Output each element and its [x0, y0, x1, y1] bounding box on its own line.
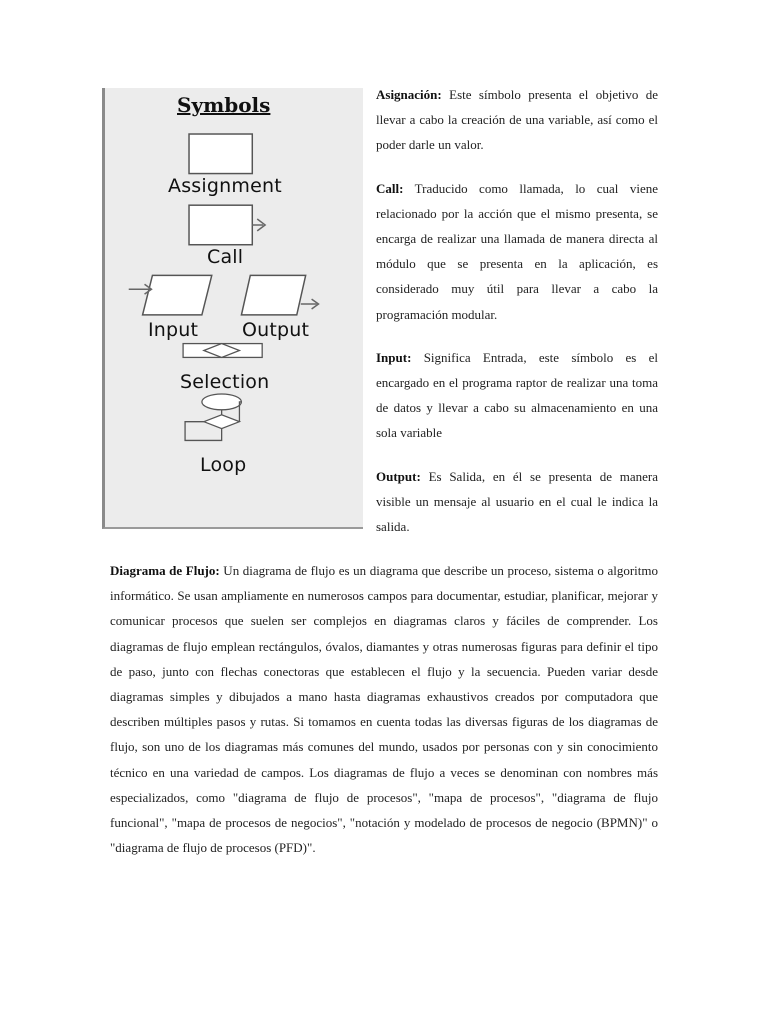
loop-label: Loop: [200, 454, 247, 476]
flowchart-definition: [110, 558, 658, 860]
definition-call: [376, 176, 658, 327]
definition-term: Call:: [376, 180, 404, 196]
definition-term: Asignación:: [376, 87, 442, 102]
flowchart-term: Diagrama de Flujo:: [110, 563, 220, 578]
output-symbol: [241, 275, 305, 315]
figure-title: Symbols: [177, 93, 271, 117]
call-label: Call: [207, 246, 244, 268]
definition-term: Output:: [376, 468, 421, 484]
assignment-label: Assignment: [168, 175, 282, 197]
definition-input: [376, 345, 658, 446]
assignment-symbol: [189, 134, 252, 174]
definition-output: [376, 464, 658, 540]
input-symbol: [143, 275, 212, 315]
flowchart-text: Un diagrama de flujo es un diagrama que describe un proceso, sistema o algoritmo informático. Se usan ampliamente en numerosos campos para documentar, estudiar, planificar, mejorar y comunicar procesos que suelen ser complejos en diagramas claros y fáciles de comprender. Los diagramas de flujo emplean rectángulos, óvalos, diamantes y otras numerosas figuras para definir el tipo de paso, junto con flechas conectoras que establecen el flujo y la secuencia. Pueden variar desde diagramas simples y dibujados a mano hasta diagramas exhaustivos creados por computadora que describen múltiples pasos y rutas. Si tomamos en cuenta todas las diversas figuras de los diagramas de flujo, son uno de los diagramas más comunes del mundo, usados por personas con y sin conocimiento técnico en una variedad de campos. Los diagramas de flujo a veces se denominan con nombres más especializados, como "diagrama de flujo de procesos", "mapa de procesos", "diagrama de flujo funcional", "mapa de procesos de negocios", "notación y modelado de procesos de negocio (BPMN)" o "diagrama de flujo de procesos (PFD)".: [110, 563, 658, 856]
selection-label: Selection: [180, 371, 270, 393]
input-label: Input: [148, 319, 199, 341]
symbols-figure: [102, 88, 363, 529]
definition-assignment: [376, 82, 658, 158]
definition-text: Es Salida, en él se presenta de manera visible un mensaje al usuario en el cual le indica la salida.: [376, 468, 658, 535]
call-symbol: [189, 205, 252, 245]
symbol-definitions: [376, 82, 658, 557]
definition-text: Este símbolo presenta el objetivo de llevar a cabo la creación de una variable, así como el poder darle un valor.: [376, 87, 658, 153]
output-arrow-icon: [301, 299, 319, 309]
flowchart-paragraph: [110, 558, 658, 860]
definition-text: Traducido como llamada, lo cual viene relacionado por la acción que el mismo presenta, se encarga de realizar una llamada de manera directa al módulo que se presenta en la aplicación, es considerado muy útil para llevar a cabo la programación modular.: [376, 180, 658, 322]
definition-text: Significa Entrada, este símbolo es el encargado en el programa raptor de realizar una toma de datos y llevar a cabo su almacenamiento en una sola variable: [376, 349, 658, 441]
loop-oval: [202, 394, 242, 410]
loop-diamond: [204, 415, 240, 429]
output-label: Output: [242, 319, 310, 341]
definition-term: Input:: [376, 349, 412, 365]
call-arrow-icon: [252, 219, 265, 231]
